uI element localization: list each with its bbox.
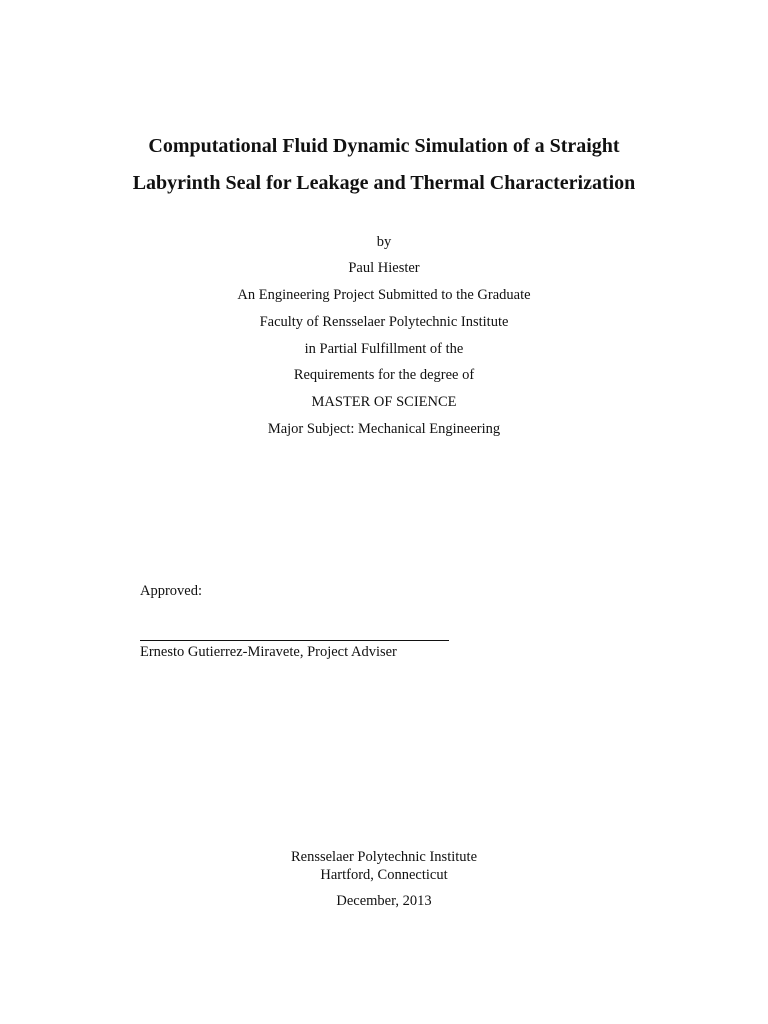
submission-line-4: Requirements for the degree of [293, 367, 475, 383]
title-line-2: Labyrinth Seal for Leakage and Thermal Characterization [132, 172, 636, 194]
submission-line-3: in Partial Fulfillment of the [304, 341, 464, 357]
submission-line-1: An Engineering Project Submitted to the Graduate [237, 287, 531, 303]
title-line-1: Computational Fluid Dynamic Simulation of a Straight [148, 135, 620, 157]
submission-date: December, 2013 [336, 893, 432, 909]
approved-label: Approved: [140, 583, 203, 599]
submission-line-2: Faculty of Rensselaer Polytechnic Institute [259, 314, 509, 330]
by-label: by [376, 234, 392, 250]
adviser-name: Ernesto Gutierrez-Miravete, Project Adviser [140, 644, 397, 660]
signature-line [140, 640, 449, 641]
major-subject: Major Subject: Mechanical Engineering [267, 421, 501, 437]
degree-name: MASTER OF SCIENCE [311, 394, 457, 410]
institution-name: Rensselaer Polytechnic Institute [290, 849, 478, 865]
institution-location: Hartford, Connecticut [320, 867, 448, 883]
author-name: Paul Hiester [348, 260, 420, 276]
